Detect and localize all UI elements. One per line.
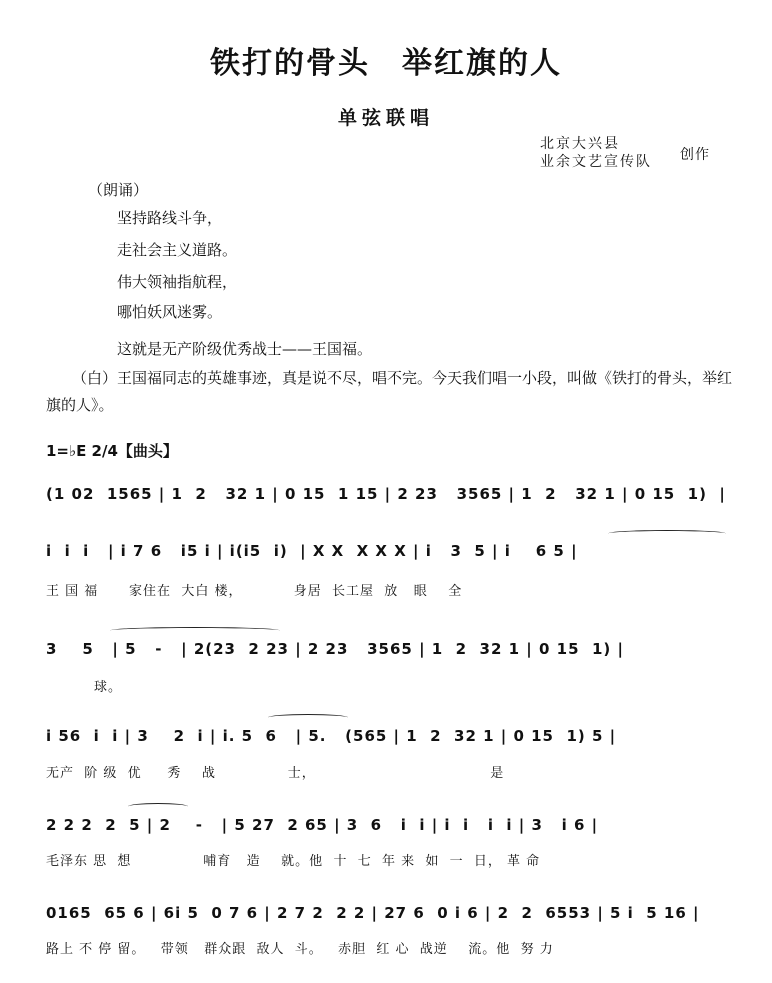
author-role: 创作 — [680, 147, 710, 163]
author-block — [540, 135, 652, 171]
score-notes-line: 0165 65 6 | 6i 5 0 7 6 | 2 7 2 2 2 | 27 6 0 i 6 | 2 2 6553 | 5 i 5 16 | — [46, 904, 700, 922]
poem-line: 坚持路线斗争， — [117, 209, 223, 227]
key-signature: 1=♭E 2/4【曲头】 — [46, 442, 178, 460]
score-lyrics-line: 王 国 福 家住在 大白 楼， 身居 长工屋 放 眼 全 — [46, 584, 463, 599]
score-notes-line: 2 2 2 2 5 | 2 - | 5 27 2 65 | 3 6 i i | i i i i | 3 i 6 | — [46, 816, 599, 834]
score-lyrics-line: 无产 阶 级 优 秀 战 士， 是 — [46, 766, 505, 781]
author-line-2: 业余文艺宣传队 — [540, 154, 652, 170]
score-notes-line: 3 5 | 5 - | 2(23 2 23 | 2 23 3565 | 1 2 32 1 | 0 15 1) | — [46, 640, 624, 658]
narration-paragraph: （白）王国福同志的英雄事迹，真是说不尽，唱不完。今天我们唱一小段，叫做《铁打的骨头，举红旗的人》。 — [46, 369, 733, 414]
subtitle: 单弦联唱 — [337, 107, 434, 129]
score-notes-line: i i i | i 7 6 i5 i | i(i5 i) | X X X X X | i 3 5 | i 6 5 | — [46, 542, 578, 560]
score-lyrics-line: 路上 不 停 留。 带领 群众跟 敌人 斗。 赤胆 红 心 战逆 流。他 努 力 — [46, 942, 554, 957]
poem-line: 这就是无产阶级优秀战士——王国福。 — [117, 340, 373, 358]
recitation-label: （朗诵） — [88, 181, 149, 199]
poem-line: 伟大领袖指航程， — [117, 273, 238, 291]
slur-mark — [128, 803, 188, 810]
poem-line: 走社会主义道路。 — [117, 241, 238, 259]
page-title: 铁打的骨头 举红旗的人 — [210, 46, 562, 81]
slur-mark — [110, 627, 280, 634]
slur-mark — [268, 714, 348, 721]
poem-line: 哪怕妖风迷雾。 — [117, 303, 223, 321]
author-line-1: 北京大兴县 — [540, 136, 620, 152]
score-lyrics-line: 球。 — [94, 680, 123, 695]
score-lyrics-line: 毛泽东 思 想 哺育 造 就。他 十 七 年 来 如 一 日， 革 命 — [46, 854, 541, 869]
slur-mark — [608, 530, 726, 537]
score-notes-line: (1 02 1565 | 1 2 32 1 | 0 15 1 15 | 2 23 3565 | 1 2 32 1 | 0 15 1) | — [46, 485, 726, 503]
score-notes-line: i 56 i i | 3 2 i | i. 5 6 | 5. (565 | 1 2 32 1 | 0 15 1) 5 | — [46, 727, 617, 745]
